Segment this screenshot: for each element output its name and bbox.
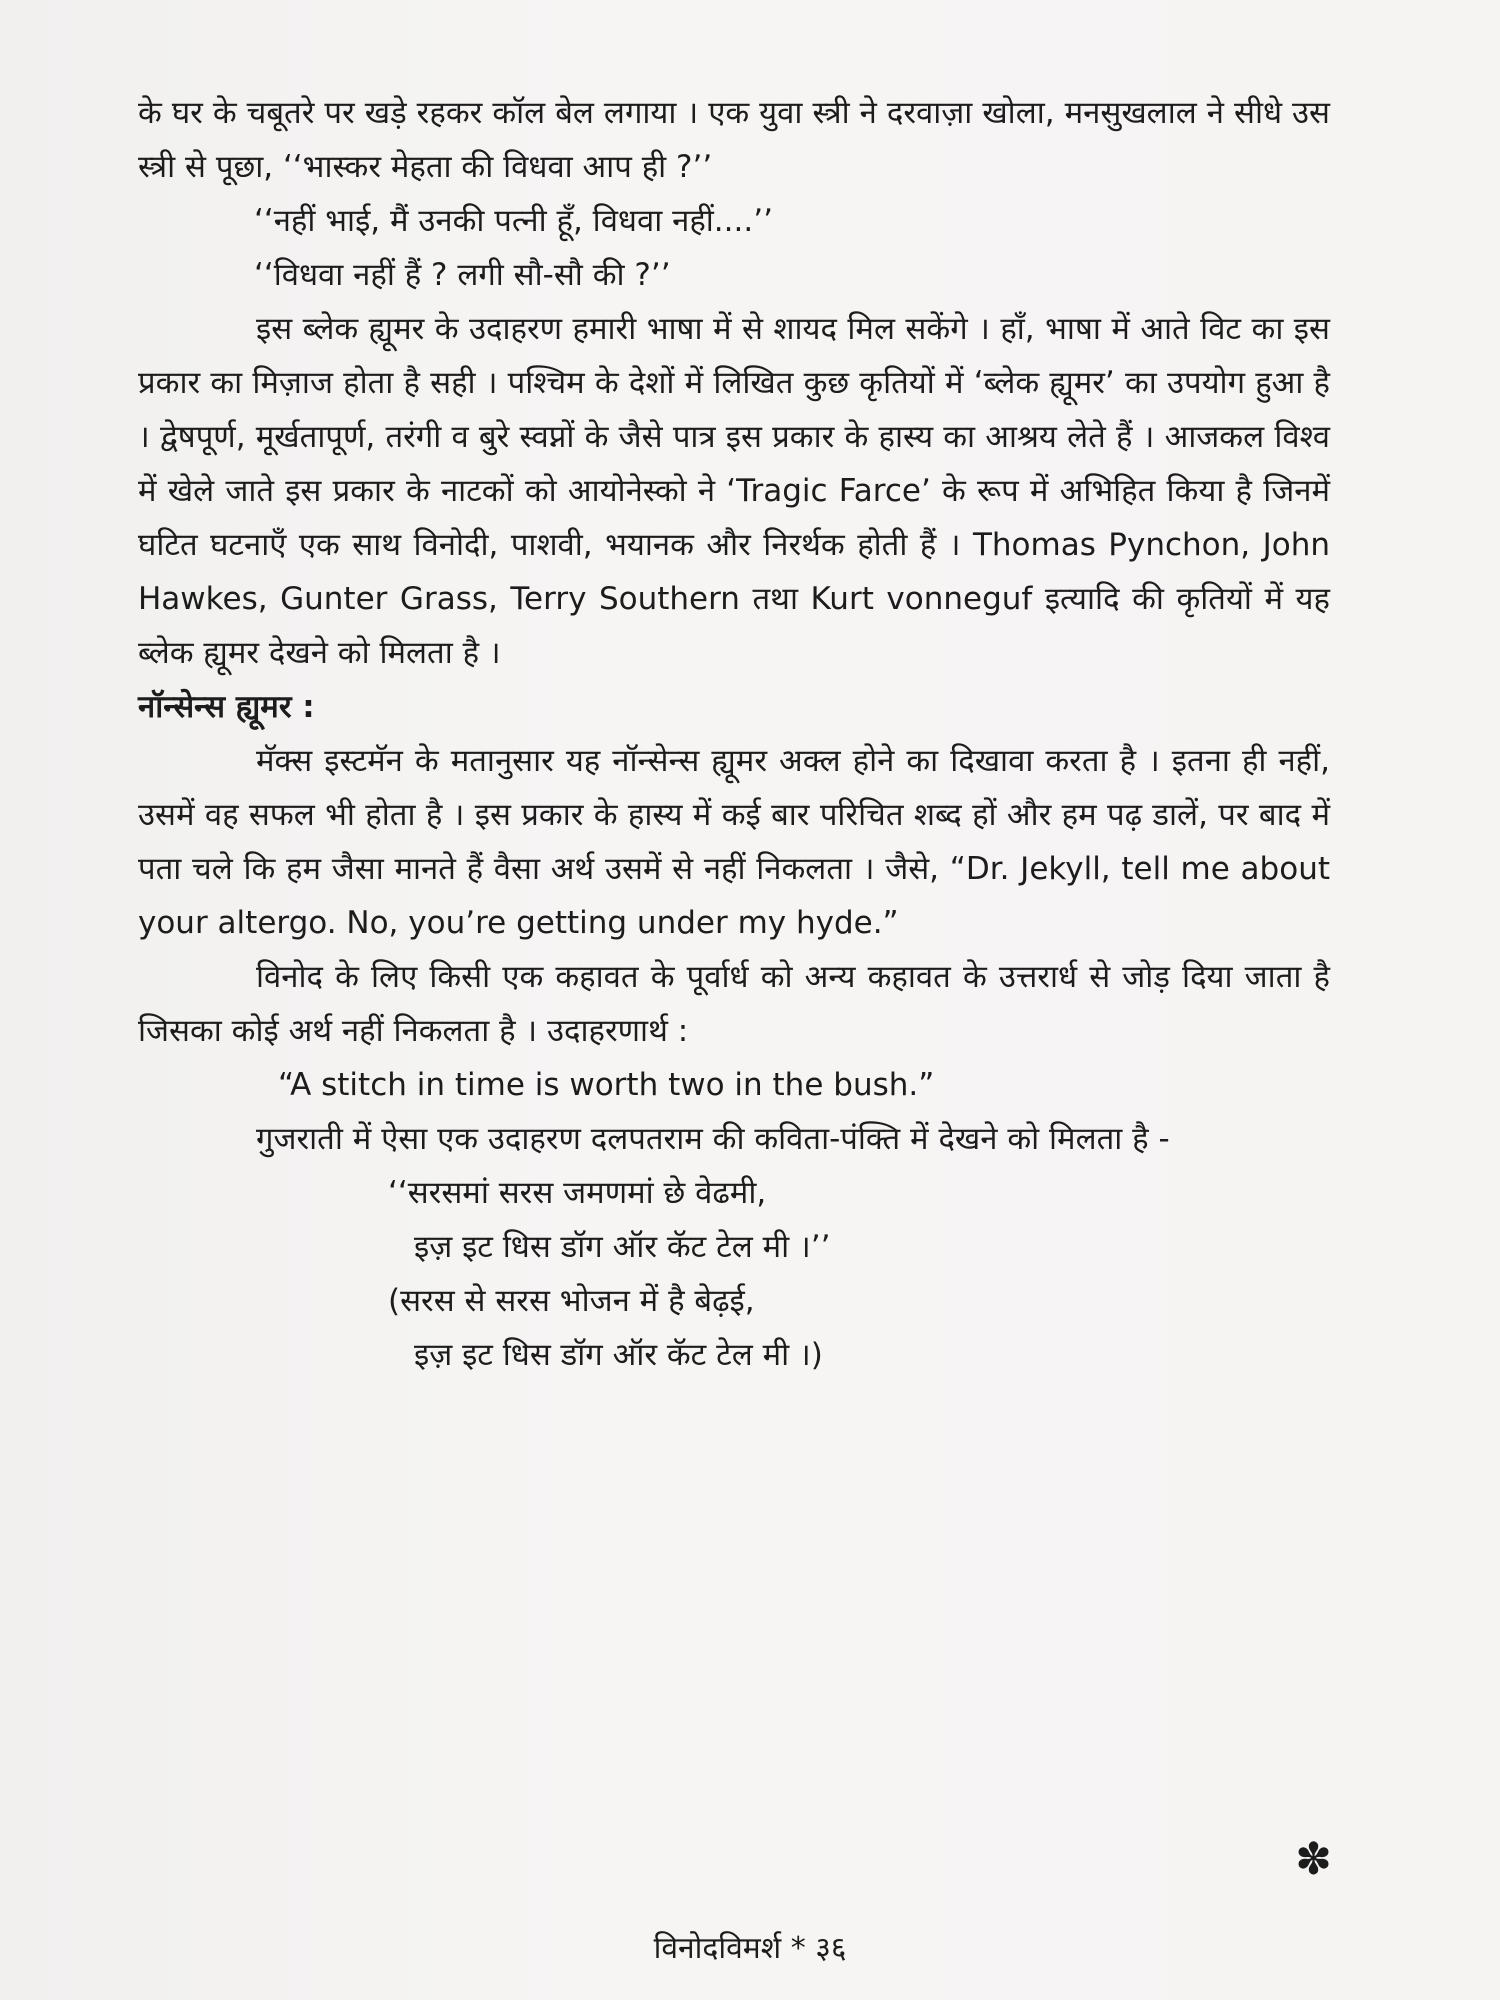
body-text xyxy=(138,86,1330,1382)
end-mark-icon: ✽ xyxy=(1295,1834,1332,1885)
poem-line-2: इज़ इट धिस डॉग ऑर कॅट टेल मी ।’’ xyxy=(414,1229,831,1265)
proverb-quote: “A stitch in time is worth two in the bush.” xyxy=(278,1067,935,1103)
section-heading-nonsense-humour: नॉन्सेन्स ह्यूमर : xyxy=(138,689,315,725)
dialogue-line-2: ‘‘विधवा नहीं हैं ? लगी सौ-सौ की ?’’ xyxy=(254,257,671,293)
paragraph-1: के घर के चबूतरे पर खड़े रहकर कॉल बेल लगाया । एक युवा स्त्री ने दरवाज़ा खोला, मनसुखलाल ने सीधे उस स्त्री से पूछा, ‘‘भास्कर मेहता की विधवा आप ही ?’’ xyxy=(138,95,1330,185)
paragraph-proverb: विनोद के लिए किसी एक कहावत के पूर्वार्ध को अन्य कहावत के उत्तरार्ध से जोड़ दिया जाता है जिसका कोई अर्थ नहीं निकलता है । उदाहरणार्थ : xyxy=(138,959,1330,1049)
paragraph-gujarati-example: गुजराती में ऐसा एक उदाहरण दलपतराम की कविता-पंक्ति में देखने को मिलता है - xyxy=(256,1121,1170,1157)
page-footer: विनोदविमर्श * ३६ xyxy=(653,1931,847,1966)
poem-line-1: ‘‘सरसमां सरस जमणमां छे वेढमी, xyxy=(388,1175,767,1211)
paragraph-nonsense-humour: मॅक्स इस्टमॅन के मतानुसार यह नॉन्सेन्स ह्यूमर अक्ल होने का दिखावा करता है । इतना ही नहीं, उसमें वह सफल भी होता है । इस प्रकार के हास्य में कई बार परिचित शब्द हों और हम पढ़ डालें, पर बाद में पता चले कि हम जैसा मानते हैं वैसा अर्थ उसमें से नहीं निकलता । जैसे, “Dr. Jekyll, tell me about your altergo. No, you’re getting under my hyde.” xyxy=(138,743,1330,941)
poem-line-3: (सरस से सरस भोजन में है बेढ़ई, xyxy=(388,1283,755,1319)
paragraph-black-humour: इस ब्लेक ह्यूमर के उदाहरण हमारी भाषा में से शायद मिल सकेंगे । हाँ, भाषा में आते विट का इस प्रकार का मिज़ाज होता है सही । पश्चिम के देशों में लिखित कुछ कृतियों में ‘ब्लेक ह्यूमर’ का उपयोग हुआ है । द्वेषपूर्ण, मूर्खतापूर्ण, तरंगी व बुरे स्वप्नों के जैसे पात्र इस प्रकार के हास्य का आश्रय लेते हैं । आजकल विश्व में खेले जाते इस प्रकार के नाटकों को आयोनेस्को ने ‘Tragic Farce’ के रूप में अभिहित किया है जिनमें घटित घटनाएँ एक साथ विनोदी, पाशवी, भयानक और निरर्थक होती हैं । Thomas Pynchon, John Hawkes, Gunter Grass, Terry Southern तथा Kurt vonneguf इत्यादि की कृतियों में यह ब्लेक ह्यूमर देखने को मिलता है । xyxy=(138,311,1330,671)
poem-block xyxy=(138,1166,1330,1382)
dialogue-line-1: ‘‘नहीं भाई, मैं उनकी पत्नी हूँ, विधवा नहीं....’’ xyxy=(254,203,773,239)
poem-line-4: इज़ इट धिस डॉग ऑर कॅट टेल मी ।) xyxy=(414,1337,823,1373)
